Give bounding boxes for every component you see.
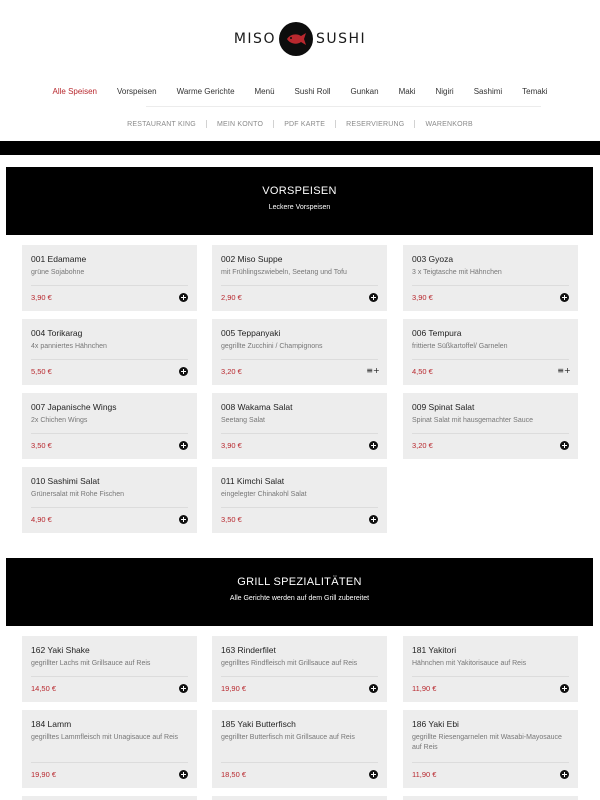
account-nav-item-0[interactable]: RESTAURANT KING (127, 120, 196, 128)
menu-item-price: 2,90 € (221, 293, 242, 302)
options-icon[interactable]: ≡+ (557, 366, 571, 375)
menu-item-name: 004 Torikarag (31, 328, 83, 338)
menu-item-card[interactable] (212, 467, 387, 533)
menu-item-price: 5,50 € (31, 367, 52, 376)
menu-item-card[interactable] (403, 393, 578, 459)
menu-item-name: 007 Japanische Wings (31, 402, 117, 412)
menu-item-description: gegrillter Butterfisch mit Grillsauce auf Reis (221, 734, 355, 741)
menu-item-description: gegrilltes Lammfleisch mit Unagisauce auf Reis (31, 734, 179, 741)
menu-item-price: 3,90 € (221, 441, 242, 450)
menu-item-description: 2x Chichen Wings (31, 417, 88, 424)
options-icon[interactable]: ≡+ (366, 366, 380, 375)
add-to-cart-icon[interactable] (178, 514, 188, 524)
menu-item-name: 010 Sashimi Salat (31, 476, 100, 486)
card-divider (221, 285, 378, 286)
next-row-card-edge (212, 796, 387, 800)
account-nav-item-3[interactable]: RESERVIERUNG (346, 120, 405, 128)
menu-item-card[interactable] (212, 245, 387, 311)
menu-item-description: eingelegter Chinakohl Salat (221, 491, 307, 498)
menu-item-card[interactable] (403, 319, 578, 385)
menu-item-card[interactable] (22, 636, 197, 702)
nav-item-1[interactable]: Vorspeisen (116, 87, 157, 96)
menu-item-description: gegrillter Lachs mit Grillsauce auf Reis (31, 660, 151, 667)
add-to-cart-icon[interactable] (178, 440, 188, 450)
menu-item-name: 001 Edamame (31, 254, 87, 264)
menu-item-price: 18,50 € (221, 770, 247, 779)
card-divider (221, 507, 378, 508)
card-divider (31, 762, 188, 763)
card-divider (31, 359, 188, 360)
add-to-cart-icon[interactable] (368, 769, 378, 779)
menu-item-card[interactable] (22, 467, 197, 533)
brand-word-left: MISO (233, 31, 276, 47)
nav-item-8[interactable]: Sashimi (473, 87, 503, 96)
menu-item-card[interactable] (22, 393, 197, 459)
section-title: VORSPEISEN (262, 185, 337, 197)
nav-separator (335, 120, 336, 128)
menu-item-price: 3,90 € (31, 293, 52, 302)
menu-item-price: 3,90 € (412, 293, 433, 302)
menu-item-price: 3,20 € (412, 441, 433, 450)
menu-item-price: 19,90 € (221, 684, 247, 693)
section-subtitle: Leckere Vorspeisen (268, 204, 331, 211)
menu-item-card[interactable] (212, 393, 387, 459)
menu-item-description: Hähnchen mit Yakitorisauce auf Reis (412, 660, 527, 667)
add-to-cart-icon[interactable] (368, 683, 378, 693)
nav-separator (206, 120, 207, 128)
top-black-bar (0, 141, 600, 155)
add-to-cart-icon[interactable] (178, 292, 188, 302)
card-divider (221, 762, 378, 763)
menu-item-description: frittierte Süßkartoffel/ Garnelen (412, 343, 508, 350)
card-divider (412, 676, 569, 677)
add-to-cart-icon[interactable] (178, 366, 188, 376)
fish-logo-icon (279, 22, 313, 56)
nav-item-9[interactable]: Temaki (522, 87, 548, 96)
card-divider (31, 433, 188, 434)
card-divider (31, 676, 188, 677)
menu-item-price: 11,90 € (412, 770, 437, 779)
nav-separator (414, 120, 415, 128)
menu-item-description: Seetang Salat (221, 417, 265, 424)
category-nav (0, 87, 600, 99)
menu-item-name: 002 Miso Suppe (221, 254, 283, 264)
menu-item-description: 4x panniertes Hähnchen (31, 343, 107, 350)
menu-item-card[interactable] (22, 710, 197, 788)
nav-item-0[interactable]: Alle Speisen (52, 87, 97, 96)
nav-item-4[interactable]: Sushi Roll (294, 87, 331, 96)
menu-item-card[interactable] (22, 319, 197, 385)
menu-item-card[interactable] (22, 245, 197, 311)
section-header-vorspeisen (6, 167, 593, 235)
menu-item-price: 11,90 € (412, 684, 437, 693)
menu-item-price: 14,50 € (31, 684, 57, 693)
menu-item-description: 3 x Teigtasche mit Hähnchen (412, 269, 502, 276)
account-nav-item-1[interactable]: MEIN KONTO (216, 120, 264, 128)
account-nav-item-2[interactable]: PDF KARTE (284, 120, 326, 128)
menu-item-name: 006 Tempura (412, 328, 462, 338)
menu-item-card[interactable] (403, 245, 578, 311)
nav-divider (146, 106, 541, 107)
menu-item-name: 008 Wakama Salat (221, 402, 293, 412)
add-to-cart-icon[interactable] (368, 440, 378, 450)
menu-item-price: 3,50 € (221, 515, 242, 524)
add-to-cart-icon[interactable] (559, 292, 569, 302)
section-title: GRILL SPEZIALITÄTEN (237, 576, 362, 588)
nav-item-3[interactable]: Menü (254, 87, 275, 96)
nav-item-2[interactable]: Warme Gerichte (176, 87, 235, 96)
next-row-card-edge (22, 796, 197, 800)
card-divider (31, 285, 188, 286)
card-divider (412, 359, 569, 360)
section-subtitle: Alle Gerichte werden auf dem Grill zubereitet (229, 595, 370, 602)
menu-item-price: 4,50 € (412, 367, 433, 376)
menu-item-price: 19,90 € (31, 770, 57, 779)
menu-item-card[interactable] (212, 636, 387, 702)
account-nav-item-4[interactable]: WARENKORB (425, 120, 473, 128)
menu-item-card[interactable] (212, 319, 387, 385)
card-divider (412, 762, 569, 763)
card-divider (31, 507, 188, 508)
nav-separator (273, 120, 274, 128)
add-to-cart-icon[interactable] (368, 514, 378, 524)
card-divider (412, 285, 569, 286)
card-divider (412, 433, 569, 434)
menu-item-price: 4,90 € (31, 515, 52, 524)
menu-item-name: 005 Teppanyaki (221, 328, 281, 338)
add-to-cart-icon[interactable] (368, 292, 378, 302)
menu-item-description: gegrillte Riesengarnelen mit Wasabi-Mayosauce auf Reis (412, 734, 562, 751)
menu-item-card[interactable] (403, 710, 578, 788)
card-divider (221, 359, 378, 360)
menu-item-name: 162 Yaki Shake (31, 645, 90, 655)
add-to-cart-icon[interactable] (178, 769, 188, 779)
add-to-cart-icon[interactable] (559, 683, 569, 693)
account-nav (0, 119, 600, 129)
menu-item-name: 185 Yaki Butterfisch (221, 719, 296, 729)
brand-logo[interactable] (0, 21, 600, 57)
menu-item-name: 009 Spinat Salat (412, 402, 475, 412)
card-divider (221, 433, 378, 434)
menu-item-description: grüne Sojabohne (31, 269, 85, 276)
add-to-cart-icon[interactable] (559, 769, 569, 779)
menu-item-name: 181 Yakitori (412, 645, 457, 655)
menu-item-card[interactable] (212, 710, 387, 788)
menu-item-name: 186 Yaki Ebi (412, 719, 459, 729)
menu-item-price: 3,20 € (221, 367, 242, 376)
section-header-grill (6, 558, 593, 626)
menu-item-description: mit Frühlingszwiebeln, Seetang und Tofu (221, 269, 347, 276)
nav-item-7[interactable]: Nigiri (435, 87, 454, 96)
menu-item-name: 003 Gyoza (412, 254, 454, 264)
card-divider (221, 676, 378, 677)
menu-item-name: 163 Rinderfilet (221, 645, 276, 655)
next-row-card-edge (403, 796, 578, 800)
menu-item-description: gegrilltes Rindfleisch mit Grillsauce auf Reis (221, 660, 358, 667)
nav-item-5[interactable]: Gunkan (350, 87, 379, 96)
menu-item-description: Grünersalat mit Rohe Fischen (31, 491, 124, 498)
menu-item-price: 3,50 € (31, 441, 52, 450)
menu-item-card[interactable] (403, 636, 578, 702)
brand-word-right: SUSHI (315, 31, 367, 47)
menu-item-description: gegrillte Zucchini / Champignons (221, 343, 323, 350)
menu-item-description: Spinat Salat mit hausgemachter Sauce (412, 417, 534, 424)
menu-item-name: 184 Lamm (31, 719, 72, 729)
add-to-cart-icon[interactable] (559, 440, 569, 450)
add-to-cart-icon[interactable] (178, 683, 188, 693)
nav-item-6[interactable]: Maki (398, 87, 416, 96)
menu-item-name: 011 Kimchi Salat (221, 476, 285, 486)
